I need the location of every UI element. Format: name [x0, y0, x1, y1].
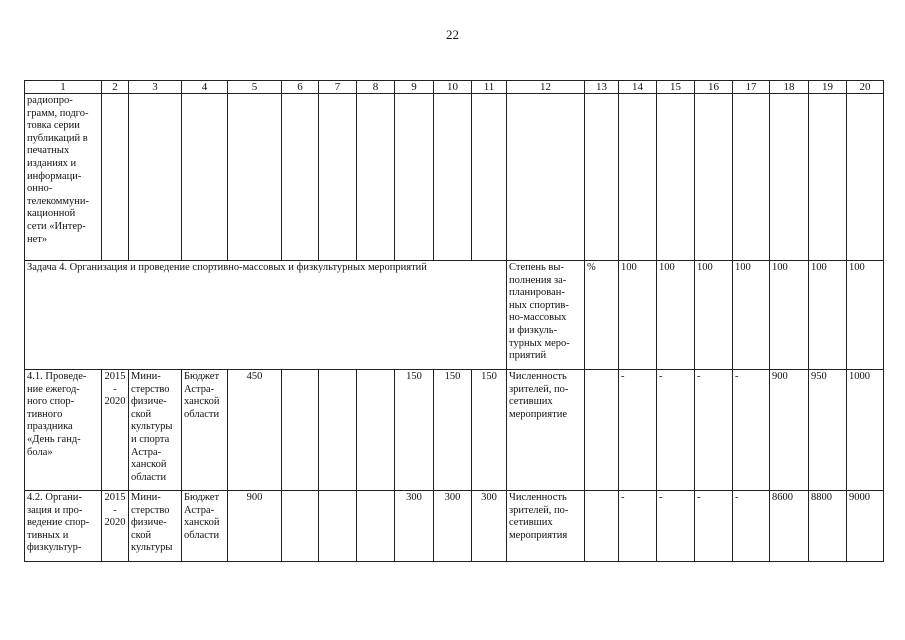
col-header: 15	[657, 81, 695, 94]
empty-cell	[357, 94, 395, 261]
value-cell: 100	[619, 261, 657, 370]
value-cell: 100	[657, 261, 695, 370]
value-cell: 450	[228, 370, 282, 491]
value-cell: 150	[395, 370, 434, 491]
col-header: 8	[357, 81, 395, 94]
col-header: 6	[282, 81, 319, 94]
value-cell: -	[733, 370, 770, 491]
table-row	[25, 491, 884, 562]
empty-cell	[770, 94, 809, 261]
empty-cell	[847, 94, 884, 261]
empty-cell	[585, 94, 619, 261]
col-header: 3	[129, 81, 182, 94]
activity-cell: 4.2. Органи- зация и про- ведение спор- тивных и физкультур-	[25, 491, 102, 562]
activity-cell: 4.1. Проведе- ние ежегод- ного спор- тивного праздника «День ганд- бола»	[25, 370, 102, 491]
page-number: 22	[446, 27, 459, 42]
empty-cell	[733, 94, 770, 261]
col-header: 20	[847, 81, 884, 94]
source-cell: Бюджет Астра- ханской области	[182, 370, 228, 491]
col-header: 9	[395, 81, 434, 94]
col-header: 12	[507, 81, 585, 94]
col-header: 17	[733, 81, 770, 94]
col-header: 13	[585, 81, 619, 94]
executor-cell: Мини- стерство физиче- ской культуры и спорта Астра- ханской области	[129, 370, 182, 491]
empty-cell	[585, 491, 619, 562]
value-cell: -	[733, 491, 770, 562]
col-header: 11	[472, 81, 507, 94]
indicator-cell: Численность зрителей, по- сетивших мероприятие	[507, 370, 585, 491]
empty-cell	[282, 491, 319, 562]
empty-cell	[434, 94, 472, 261]
value-cell: -	[657, 491, 695, 562]
value-cell: -	[695, 370, 733, 491]
value-cell: -	[657, 370, 695, 491]
column-number-row	[25, 81, 884, 94]
table-row	[25, 370, 884, 491]
col-header: 7	[319, 81, 357, 94]
col-header: 16	[695, 81, 733, 94]
empty-cell	[319, 370, 357, 491]
value-cell: 900	[770, 370, 809, 491]
empty-cell	[319, 491, 357, 562]
empty-cell	[282, 94, 319, 261]
task-title: Задача 4. Организация и проведение спортивно-массовых и физкультурных мероприятий	[25, 261, 507, 370]
empty-cell	[472, 94, 507, 261]
activity-cell: радиопро- грамм, подго- товка серии публикаций в печатных изданиях и информаци- онно- телекоммуни- кационной сети «Интер- нет»	[25, 94, 102, 261]
empty-cell	[228, 94, 282, 261]
col-header: 18	[770, 81, 809, 94]
value-cell: 8800	[809, 491, 847, 562]
value-cell: 9000	[847, 491, 884, 562]
task-row	[25, 261, 884, 370]
empty-cell	[585, 370, 619, 491]
empty-cell	[357, 370, 395, 491]
value-cell: 150	[472, 370, 507, 491]
period-cell: 2015 - 2020	[102, 370, 129, 491]
table-row	[25, 94, 884, 261]
program-table	[24, 80, 884, 562]
empty-cell	[695, 94, 733, 261]
value-cell: 900	[228, 491, 282, 562]
indicator-cell: Степень вы- полнения за- планирован- ных спортив- но-массовых и физкуль- турных меро- приятий	[507, 261, 585, 370]
empty-cell	[809, 94, 847, 261]
value-cell: 100	[847, 261, 884, 370]
value-cell: 100	[809, 261, 847, 370]
value-cell: 1000	[847, 370, 884, 491]
value-cell: 100	[733, 261, 770, 370]
empty-cell	[657, 94, 695, 261]
period-cell: 2015 - 2020	[102, 491, 129, 562]
empty-cell	[182, 94, 228, 261]
col-header: 2	[102, 81, 129, 94]
source-cell: Бюджет Астра- ханской области	[182, 491, 228, 562]
col-header: 19	[809, 81, 847, 94]
executor-cell: Мини- стерство физиче- ской культуры	[129, 491, 182, 562]
empty-cell	[507, 94, 585, 261]
col-header: 1	[25, 81, 102, 94]
unit-cell: %	[585, 261, 619, 370]
empty-cell	[395, 94, 434, 261]
value-cell: 950	[809, 370, 847, 491]
empty-cell	[357, 491, 395, 562]
indicator-cell: Численность зрителей, по- сетивших мероприятия	[507, 491, 585, 562]
empty-cell	[129, 94, 182, 261]
value-cell: 300	[434, 491, 472, 562]
col-header: 5	[228, 81, 282, 94]
value-cell: 300	[395, 491, 434, 562]
value-cell: -	[695, 491, 733, 562]
value-cell: 100	[695, 261, 733, 370]
empty-cell	[282, 370, 319, 491]
value-cell: -	[619, 370, 657, 491]
empty-cell	[102, 94, 129, 261]
col-header: 4	[182, 81, 228, 94]
col-header: 10	[434, 81, 472, 94]
empty-cell	[619, 94, 657, 261]
value-cell: -	[619, 491, 657, 562]
value-cell: 300	[472, 491, 507, 562]
value-cell: 8600	[770, 491, 809, 562]
value-cell: 150	[434, 370, 472, 491]
value-cell: 100	[770, 261, 809, 370]
col-header: 14	[619, 81, 657, 94]
empty-cell	[319, 94, 357, 261]
